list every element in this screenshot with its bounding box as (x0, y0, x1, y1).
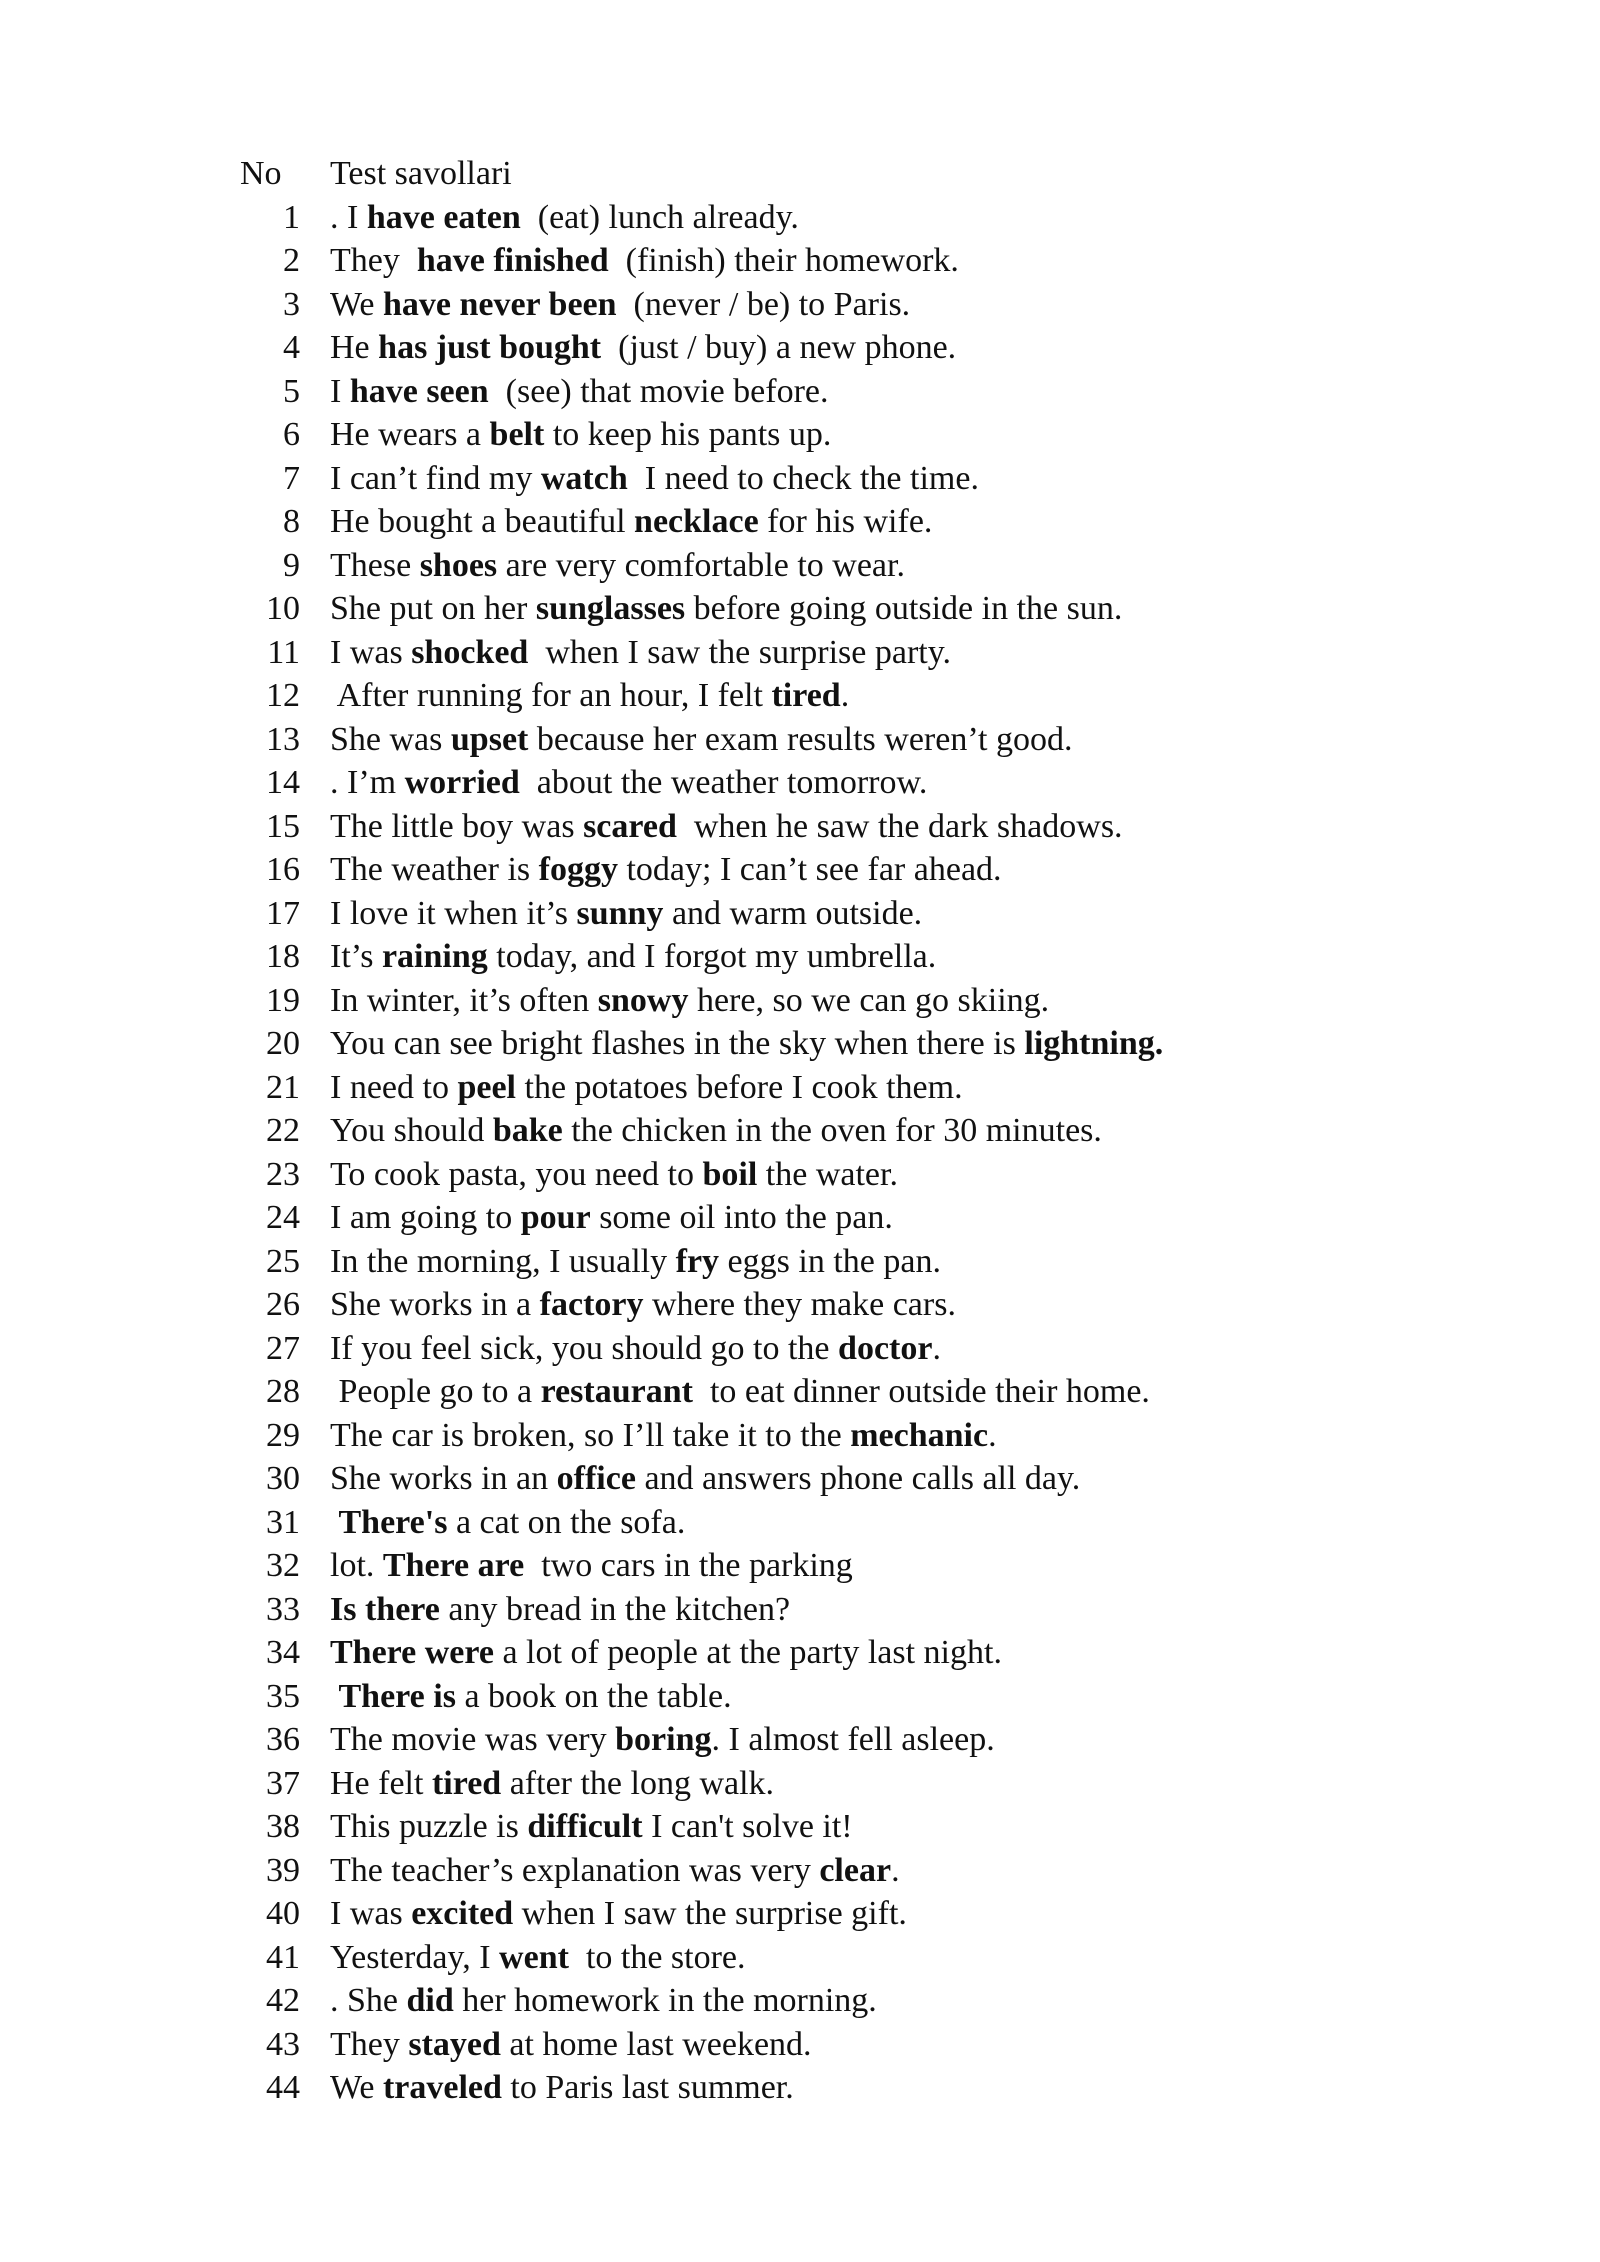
question-row (240, 1718, 1440, 1762)
question-text-segment: I (330, 372, 350, 410)
question-text-segment: The weather is (330, 851, 539, 888)
question-number: 39 (266, 1851, 300, 1889)
question-row (240, 1022, 1440, 1066)
question-text-segment: at home last weekend. (500, 2025, 812, 2063)
question-text (330, 1240, 941, 1284)
question-text-segment: to eat dinner outside their home. (692, 1373, 1150, 1410)
question-row (240, 1805, 1440, 1849)
question-text (330, 718, 1072, 762)
question-text-segment: The teacher’s explanation was very (330, 1851, 820, 1889)
answer-word: doctor (838, 1329, 933, 1367)
question-text-segment: the chicken in the oven for 30 minutes. (562, 1112, 1102, 1149)
question-text (330, 1109, 1102, 1153)
question-text (330, 1631, 1002, 1675)
question-text (330, 1457, 1080, 1501)
question-number: 28 (266, 1373, 300, 1410)
question-text (330, 283, 910, 327)
question-text-segment: any bread in the kitchen? (439, 1590, 791, 1628)
question-text (330, 1805, 853, 1849)
question-number: 2 (283, 242, 300, 279)
question-text (330, 1370, 1150, 1414)
answer-word: boil (702, 1155, 758, 1193)
question-row (240, 761, 1440, 805)
answer-word: peel (457, 1068, 516, 1106)
question-text (330, 1283, 956, 1327)
question-text (330, 1066, 963, 1110)
question-number: 10 (266, 590, 300, 627)
question-rows (240, 196, 1440, 2110)
question-row (240, 848, 1440, 892)
question-text (330, 500, 932, 544)
question-row (240, 892, 1440, 936)
question-text-segment: . I (330, 198, 367, 236)
question-text-segment: We (330, 285, 383, 323)
question-number: 18 (266, 938, 300, 975)
question-text (330, 674, 849, 718)
answer-word: watch (540, 459, 628, 497)
question-text-segment (330, 1504, 339, 1541)
question-text (330, 2066, 794, 2110)
question-text-segment: In winter, it’s often (330, 981, 598, 1019)
answer-word: raining (381, 938, 488, 975)
question-number: 37 (266, 1764, 300, 1802)
question-number: 6 (283, 416, 300, 453)
question-number: 22 (266, 1112, 300, 1149)
question-row (240, 1327, 1440, 1371)
question-text-segment: when I saw the surprise gift. (513, 1895, 907, 1932)
question-text-segment: here, so we can go skiing. (688, 981, 1050, 1019)
answer-word: Is there (330, 1590, 440, 1628)
answer-word: tired (771, 677, 841, 714)
answer-word: There are (382, 1547, 525, 1584)
question-text-segment: The movie was very (330, 1721, 616, 1758)
answer-word: have eaten (366, 198, 521, 236)
question-text-segment: She works in an (330, 1460, 557, 1497)
question-text (330, 1892, 907, 1936)
question-text-segment: He (330, 329, 379, 366)
answer-word: scared (583, 807, 677, 845)
question-number: 29 (266, 1416, 300, 1454)
question-text-segment: Yesterday, I (330, 1938, 500, 1976)
question-row (240, 326, 1440, 370)
question-number: 42 (266, 1982, 300, 2019)
question-text-segment: some oil into the pan. (590, 1199, 893, 1236)
question-number: 38 (266, 1808, 300, 1845)
answer-word: have seen (349, 372, 489, 410)
question-row (240, 674, 1440, 718)
question-text-segment: today; I can’t see far ahead. (617, 851, 1002, 888)
question-row (240, 1066, 1440, 1110)
question-text-segment: She put on her (330, 590, 536, 627)
question-row (240, 979, 1440, 1023)
question-text-segment: I need to (330, 1068, 458, 1106)
answer-word: did (406, 1982, 454, 2019)
question-text-segment: (just / buy) a new phone. (601, 329, 957, 366)
question-row (240, 283, 1440, 327)
question-number: 33 (266, 1590, 300, 1628)
question-number: 30 (266, 1460, 300, 1497)
question-text-segment: He felt (330, 1764, 432, 1802)
question-text-segment: She was (330, 720, 451, 758)
question-text-segment: about the weather tomorrow. (519, 764, 928, 801)
question-text-segment: . (932, 1329, 941, 1367)
question-text (330, 1501, 685, 1545)
question-row (240, 718, 1440, 762)
answer-word: sunny (576, 894, 664, 932)
question-number: 9 (283, 546, 300, 584)
question-text-segment: a cat on the sofa. (447, 1503, 686, 1541)
question-text (330, 1588, 790, 1632)
answer-word: shocked (411, 633, 529, 671)
question-text-segment: I need to check the time. (627, 459, 979, 497)
question-row (240, 1979, 1440, 2023)
answer-word: There's (338, 1503, 448, 1541)
question-number: 27 (266, 1329, 300, 1367)
question-text-segment: After running for an hour, I felt (330, 677, 772, 714)
question-text-segment: (see) that movie before. (488, 372, 829, 410)
question-text-segment: (eat) lunch already. (520, 198, 799, 236)
question-text-segment: . (840, 677, 850, 714)
question-row (240, 1501, 1440, 1545)
question-text (330, 631, 951, 675)
answer-word: upset (450, 720, 529, 758)
question-row (240, 239, 1440, 283)
question-text-segment: are very comfortable to wear. (497, 546, 905, 584)
question-text-segment: where they make cars. (643, 1286, 956, 1323)
question-text-segment: . (891, 1851, 900, 1889)
question-row (240, 1936, 1440, 1980)
answer-word: worried (404, 764, 520, 801)
answer-word: restaurant (540, 1373, 693, 1410)
question-text (330, 892, 922, 936)
question-text (330, 1675, 732, 1719)
answer-word: fry (675, 1242, 720, 1280)
answer-word: factory (539, 1286, 644, 1323)
answer-word: There were (330, 1634, 494, 1671)
question-number: 7 (283, 459, 300, 497)
question-text-segment: lot. (330, 1547, 383, 1584)
question-number: 35 (266, 1677, 300, 1715)
question-text (330, 413, 831, 457)
question-text (330, 805, 1123, 849)
question-text-segment: to keep his pants up. (544, 416, 832, 453)
question-row (240, 413, 1440, 457)
answer-word: clear (819, 1851, 892, 1889)
answer-word: have never been (382, 285, 617, 323)
question-row (240, 1283, 1440, 1327)
question-row (240, 1631, 1440, 1675)
question-number: 12 (266, 677, 300, 714)
answer-word: shoes (419, 546, 498, 584)
question-text-segment: and warm outside. (663, 894, 923, 932)
question-text (330, 1849, 900, 1893)
question-number: 31 (266, 1503, 300, 1541)
question-text (330, 1327, 941, 1371)
question-text (330, 1196, 893, 1240)
question-text-segment: This puzzle is (330, 1808, 528, 1845)
question-text (330, 544, 905, 588)
answer-word: pour (520, 1199, 591, 1236)
question-row (240, 1849, 1440, 1893)
question-text-segment: I can’t find my (330, 459, 541, 497)
question-number: 24 (266, 1199, 300, 1236)
question-row (240, 1457, 1440, 1501)
question-text (330, 1936, 746, 1980)
question-text-segment: her homework in the morning. (453, 1982, 877, 2019)
answer-word: stayed (408, 2025, 501, 2063)
question-number: 8 (283, 503, 300, 540)
question-row (240, 370, 1440, 414)
question-number: 4 (283, 329, 300, 366)
question-row (240, 1153, 1440, 1197)
question-number: 32 (266, 1547, 300, 1584)
question-row (240, 587, 1440, 631)
question-row (240, 1196, 1440, 1240)
answer-word: bake (492, 1112, 563, 1149)
question-text-segment: a book on the table. (455, 1677, 732, 1715)
question-number: 15 (266, 807, 300, 845)
answer-word: lightning. (1024, 1025, 1164, 1062)
question-text (330, 1414, 997, 1458)
answer-word: belt (489, 416, 545, 453)
answer-word: has just bought (378, 329, 602, 366)
question-text-segment: I was (330, 1895, 412, 1932)
question-number: 36 (266, 1721, 300, 1758)
answer-word: snowy (597, 981, 689, 1019)
question-row (240, 544, 1440, 588)
question-number: 20 (266, 1025, 300, 1062)
question-text-segment: today, and I forgot my umbrella. (487, 938, 937, 975)
answer-word: sunglasses (535, 590, 686, 627)
question-row (240, 1414, 1440, 1458)
question-row (240, 1762, 1440, 1806)
question-text-segment: because her exam results weren’t good. (528, 720, 1073, 758)
question-text-segment: to Paris last summer. (501, 2069, 794, 2106)
question-row (240, 631, 1440, 675)
question-text-segment: You can see bright flashes in the sky when there is (330, 1025, 1025, 1062)
question-text (330, 239, 959, 283)
answer-word: office (556, 1460, 636, 1497)
question-number: 34 (266, 1634, 300, 1671)
question-text-segment: . I almost fell asleep. (711, 1721, 995, 1758)
question-text-segment: to the store. (568, 1938, 746, 1976)
question-text-segment: . She (330, 1982, 407, 2019)
question-text-segment: To cook pasta, you need to (330, 1155, 703, 1193)
question-row (240, 1588, 1440, 1632)
question-text-segment: People go to a (330, 1373, 541, 1410)
question-text-segment: (never / be) to Paris. (616, 285, 911, 323)
question-row (240, 1109, 1440, 1153)
questions-column-header: Test savollari (330, 155, 512, 192)
question-row (240, 500, 1440, 544)
answer-word: necklace (634, 503, 759, 540)
answer-word: have finished (416, 242, 609, 279)
question-text-segment (330, 1678, 339, 1715)
question-row (240, 457, 1440, 501)
question-number: 43 (266, 2025, 300, 2063)
question-text-segment: I am going to (330, 1199, 521, 1236)
question-text-segment: The car is broken, so I’ll take it to the (330, 1416, 851, 1454)
answer-word: excited (411, 1895, 514, 1932)
question-number: 17 (266, 894, 300, 932)
question-row (240, 935, 1440, 979)
question-text-segment: He wears a (330, 416, 490, 453)
question-text (330, 1022, 1163, 1066)
question-text-segment: and answers phone calls all day. (635, 1460, 1081, 1497)
question-text-segment: In the morning, I usually (330, 1242, 676, 1280)
question-row (240, 1675, 1440, 1719)
question-number: 44 (266, 2069, 300, 2106)
question-text (330, 761, 927, 805)
question-text-segment: We (330, 2069, 383, 2106)
question-text-segment: before going outside in the sun. (685, 590, 1123, 627)
question-text-segment: (finish) their homework. (608, 242, 959, 279)
question-text-segment: after the long walk. (501, 1764, 775, 1802)
answer-word: foggy (538, 851, 618, 888)
question-text-segment: . (988, 1416, 997, 1454)
question-text (330, 587, 1122, 631)
question-text-segment: He bought a beautiful (330, 503, 635, 540)
question-text-segment: . I’m (330, 764, 405, 801)
question-number: 41 (266, 1938, 300, 1976)
question-text-segment: The little boy was (330, 807, 584, 845)
question-text-segment: two cars in the parking (524, 1547, 853, 1584)
question-text-segment: the water. (757, 1155, 898, 1193)
question-number: 40 (266, 1895, 300, 1932)
question-text-segment: She works in a (330, 1286, 540, 1323)
question-number: 16 (266, 851, 300, 888)
answer-word: There is (338, 1677, 456, 1715)
list-header (240, 152, 1440, 196)
question-text (330, 848, 1002, 892)
question-text (330, 979, 1049, 1023)
question-text (330, 1979, 877, 2023)
question-text-segment: I can't solve it! (642, 1808, 853, 1845)
question-text-segment: when he saw the dark shadows. (676, 807, 1123, 845)
question-number: 14 (266, 764, 300, 801)
question-text-segment: for his wife. (758, 503, 933, 540)
question-number: 13 (266, 720, 300, 758)
question-text-segment: when I saw the surprise party. (528, 633, 952, 671)
question-row (240, 1370, 1440, 1414)
question-row (240, 1240, 1440, 1284)
question-text-segment: They (330, 2025, 409, 2063)
question-row (240, 2023, 1440, 2067)
question-number: 1 (283, 198, 300, 236)
question-text (330, 1153, 898, 1197)
question-row (240, 196, 1440, 240)
number-column-header: No (240, 155, 282, 192)
question-text (330, 326, 956, 370)
answer-word: difficult (527, 1808, 643, 1845)
question-number: 25 (266, 1242, 300, 1280)
question-number: 5 (283, 372, 300, 410)
question-text-segment: the potatoes before I cook them. (516, 1068, 963, 1106)
question-text-segment: If you feel sick, you should go to the (330, 1329, 839, 1367)
question-text-segment: They (330, 242, 417, 279)
question-text (330, 370, 829, 414)
answer-word: traveled (382, 2069, 502, 2106)
question-text-segment: It’s (330, 938, 382, 975)
question-text (330, 1762, 774, 1806)
question-text (330, 1544, 853, 1588)
question-text-segment: eggs in the pan. (719, 1242, 941, 1280)
question-text (330, 935, 936, 979)
answer-word: tired (431, 1764, 502, 1802)
question-text-segment: I was (330, 633, 412, 671)
question-number: 11 (267, 633, 300, 671)
question-number: 21 (266, 1068, 300, 1106)
question-text-segment: These (330, 546, 420, 584)
test-questions-list (240, 152, 1440, 2110)
question-number: 26 (266, 1286, 300, 1323)
question-text (330, 1718, 995, 1762)
answer-word: boring (615, 1721, 712, 1758)
question-text (330, 457, 979, 501)
question-text-segment: a lot of people at the party last night. (493, 1634, 1002, 1671)
answer-word: mechanic (850, 1416, 989, 1454)
question-text-segment: You should (330, 1112, 493, 1149)
question-text-segment: I love it when it’s (330, 894, 577, 932)
question-text (330, 196, 799, 240)
question-row (240, 2066, 1440, 2110)
question-number: 23 (266, 1155, 300, 1193)
answer-word: went (499, 1938, 569, 1976)
question-row (240, 1892, 1440, 1936)
question-number: 3 (283, 285, 300, 323)
question-number: 19 (266, 981, 300, 1019)
question-row (240, 1544, 1440, 1588)
question-text (330, 2023, 812, 2067)
question-row (240, 805, 1440, 849)
